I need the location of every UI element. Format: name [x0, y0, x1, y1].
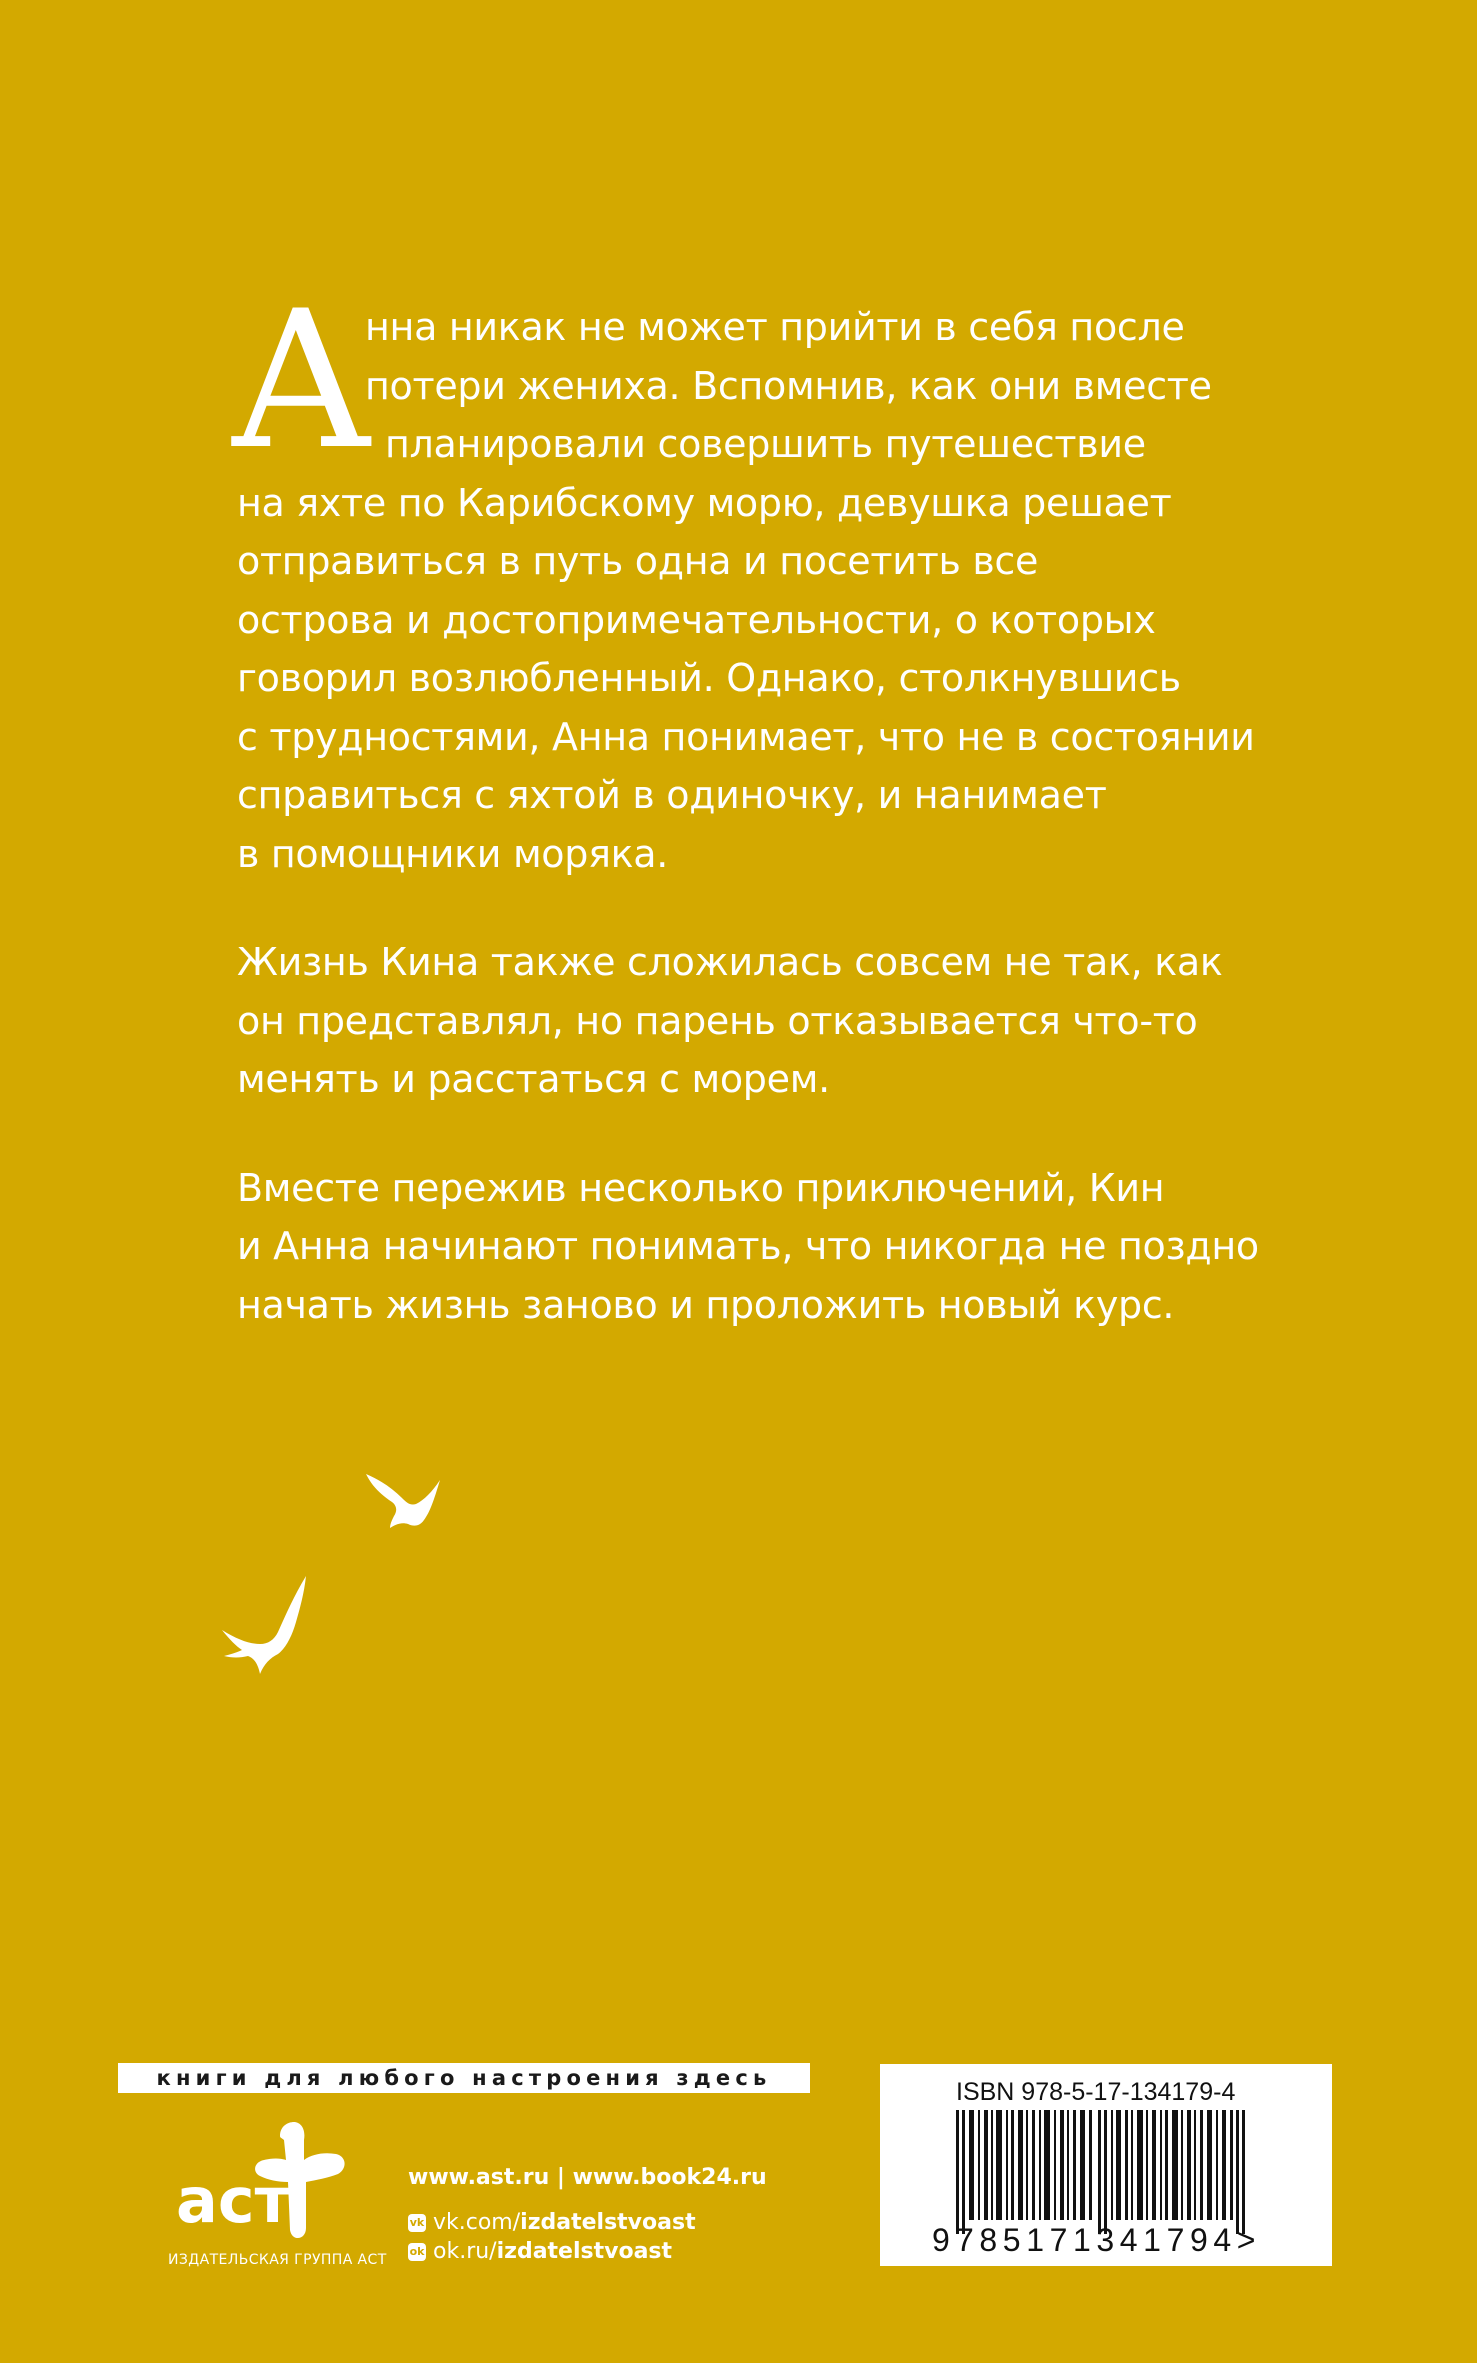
text-line: нна никак не может прийти в себя после [365, 305, 1185, 349]
barcode-panel [880, 2064, 1332, 2266]
ok-handle: izdatelstvoast [496, 2239, 673, 2264]
ok-icon: ok [408, 2243, 426, 2261]
text-line: начать жизнь заново и проложить новый курс. [237, 1282, 1175, 1327]
ean-rest-digits: 785171341794 [956, 2222, 1237, 2258]
logo-letters: аст [176, 2164, 291, 2237]
vk-handle: izdatelstvoast [520, 2210, 696, 2235]
text-line: планировали совершить путешествие [385, 422, 1146, 466]
publisher-caption: ИЗДАТЕЛЬСКАЯ ГРУППА АСТ [168, 2252, 387, 2268]
ok-prefix: ok.ru/ [433, 2239, 497, 2264]
vk-icon: vk [408, 2214, 426, 2232]
text-line: острова и достопримечательности, о которых [237, 597, 1156, 642]
text-line: с трудностями, Анна понимает, что не в состоянии [237, 714, 1255, 759]
paragraph-3 [237, 1159, 1277, 1335]
publisher-links [408, 2165, 767, 2264]
text-line: Жизнь Кина также сложилась совсем не так, как [237, 940, 1223, 984]
paragraph-2 [237, 933, 1277, 1109]
quiet-zone-mark: > [1236, 2222, 1262, 2258]
ok-link[interactable] [408, 2239, 767, 2264]
ean-digits [956, 2222, 1261, 2259]
text-line: на яхте по Карибскому морю, девушка решает [237, 480, 1172, 525]
text-line: и Анна начинают понимать, что никогда не поздно [237, 1224, 1259, 1268]
text-line: говорил возлюбленный. Однако, столкнувшись [237, 656, 1181, 700]
text-line: справиться с яхтой в одиночку, и нанимает [237, 773, 1107, 817]
text-line: в помощники моряка. [237, 831, 669, 876]
publisher-logo [168, 2118, 358, 2246]
website-links[interactable]: www.ast.ru | www.book24.ru [408, 2165, 767, 2190]
text-line: отправиться в путь одна и посетить все [237, 539, 1039, 583]
text-line: Вместе пережив несколько приключений, Кин [237, 1165, 1165, 1210]
text-line: потери жениха. Вспомнив, как они вместе [365, 363, 1212, 408]
isbn-number: ISBN 978-5-17-134179-4 [956, 2078, 1236, 2106]
ean-first-digit: 9 [932, 2222, 950, 2258]
tagline-strip: книги для любого настроения здесь [118, 2063, 810, 2093]
vk-link[interactable] [408, 2210, 767, 2235]
paragraph-1 [229, 270, 1277, 883]
text-line: менять и расстаться с морем. [237, 1057, 830, 1101]
text-line: он представлял, но парень отказывается что-то [237, 998, 1198, 1043]
drop-cap: А [229, 270, 369, 491]
bird-icon [212, 1574, 312, 1676]
vk-prefix: vk.com/ [433, 2210, 521, 2235]
blurb-text [229, 270, 1277, 1334]
bird-icon [362, 1472, 442, 1544]
